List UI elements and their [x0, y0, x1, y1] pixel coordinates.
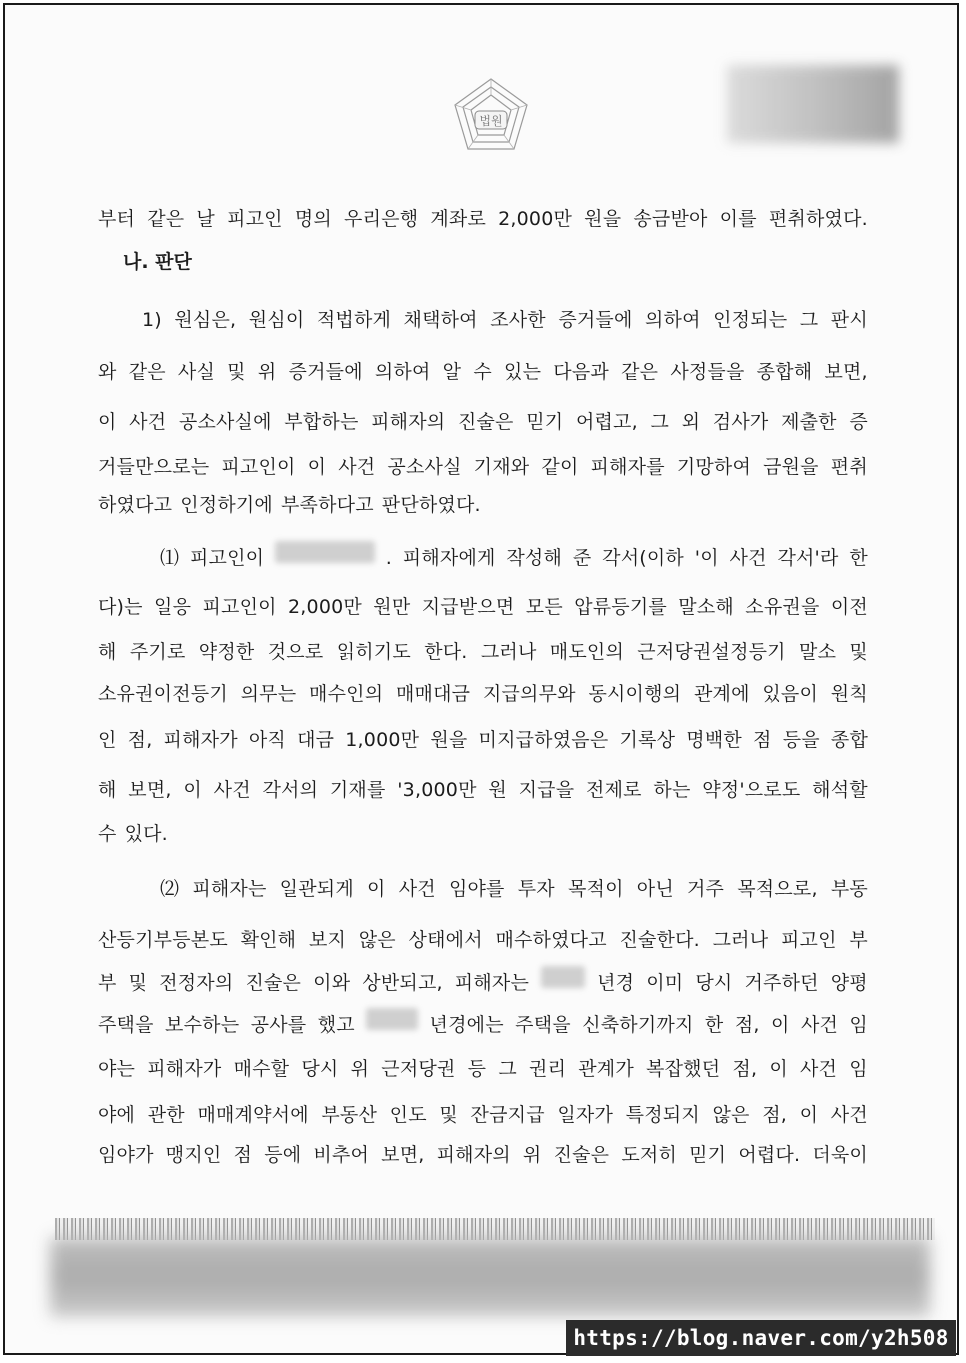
- word: 이전: [830, 596, 868, 618]
- word: 종합: [830, 729, 868, 751]
- word: 일응: [154, 596, 192, 618]
- word: 하였다고: [98, 494, 173, 516]
- document-page: [5, 5, 957, 1353]
- word: 수: [473, 361, 492, 383]
- word: 전정자의: [159, 972, 234, 994]
- word: 약정'으로도: [702, 779, 801, 801]
- word: 이: [771, 1014, 790, 1036]
- word: 피해자는: [192, 878, 267, 900]
- word: 같은: [147, 208, 185, 230]
- word: 점,: [127, 729, 153, 751]
- word: '이: [694, 547, 719, 569]
- word: 부합하는: [284, 411, 359, 433]
- text-line: [98, 355, 868, 389]
- word: 소유권이전등기: [98, 683, 228, 705]
- word: 보면,: [381, 1144, 425, 1166]
- word: .: [385, 547, 393, 569]
- word: 각서(이하: [602, 547, 684, 569]
- word: 매매대금: [395, 683, 471, 705]
- word: 믿기: [689, 1144, 727, 1166]
- word: 거주하던: [744, 972, 819, 994]
- word: 주택을: [515, 1014, 571, 1036]
- word: 임야가: [98, 1144, 154, 1166]
- text-line: [98, 1138, 868, 1172]
- word: 확인해: [240, 929, 297, 951]
- word: 같이: [541, 456, 579, 478]
- word: 기재를: [329, 779, 386, 801]
- word: 송금받아: [633, 208, 708, 230]
- word: 거들만으로는: [98, 456, 210, 478]
- word: 믿기: [526, 411, 564, 433]
- word: 하는: [653, 779, 691, 801]
- word: 지급받으면: [421, 596, 515, 618]
- word: 기재와: [473, 456, 530, 478]
- word: 점: [233, 1144, 253, 1166]
- word: 종합해: [756, 361, 813, 383]
- word: 2,000만: [288, 596, 362, 618]
- word: 명의: [294, 208, 332, 230]
- text-line: [98, 1052, 868, 1086]
- word: 일자가: [557, 1104, 614, 1126]
- word: 야는: [98, 1058, 136, 1080]
- word: 인정하기에: [180, 494, 273, 516]
- word: ⑴: [160, 547, 180, 569]
- word: 그: [650, 411, 670, 433]
- word: 원: [488, 779, 507, 801]
- word: 점,: [734, 1014, 760, 1036]
- word: 사건: [213, 779, 251, 801]
- word: 있다.: [124, 823, 168, 845]
- word: 않은: [712, 1104, 750, 1126]
- word: 편취하였다.: [768, 208, 868, 230]
- word: 점,: [762, 1104, 787, 1126]
- word: 산등기부등본도: [98, 929, 228, 951]
- text-line: [98, 635, 868, 669]
- word: 부동: [830, 878, 868, 900]
- word: 금원을: [763, 456, 819, 478]
- word: 보면,: [128, 779, 172, 801]
- word: 의무는: [240, 683, 297, 705]
- word: 이와: [313, 972, 351, 994]
- word: 년경: [597, 972, 635, 994]
- word: 비추어: [313, 1144, 370, 1166]
- text-line: [98, 1008, 868, 1042]
- section-heading: 나. 판단: [123, 251, 192, 273]
- word: 도저히: [621, 1144, 678, 1166]
- word: 명백한: [686, 729, 742, 751]
- text-line: [98, 677, 868, 711]
- word: 위: [522, 1144, 542, 1166]
- word: 한다.: [424, 641, 468, 663]
- word: 보지: [308, 929, 347, 951]
- text-line: [98, 541, 868, 575]
- text-line: [98, 303, 868, 337]
- word: 야에: [98, 1104, 136, 1126]
- word: 일관되게: [279, 878, 354, 900]
- word: 사정들을: [670, 361, 745, 383]
- word: 작성해: [506, 547, 563, 569]
- word: 알: [442, 361, 462, 383]
- text-line: [98, 450, 868, 484]
- word: 피고인이: [189, 547, 265, 569]
- word: 검사가: [712, 411, 769, 433]
- word: 사건: [729, 547, 767, 569]
- word: 거주: [687, 878, 725, 900]
- word: 관계가: [578, 1058, 634, 1080]
- document-frame: [3, 3, 959, 1355]
- word: 피고인: [780, 929, 837, 951]
- word: 양평: [830, 972, 868, 994]
- word: 원을: [584, 208, 622, 230]
- word: 계좌로: [430, 208, 487, 230]
- word: 근저당권: [381, 1058, 456, 1080]
- word: 있음이: [762, 683, 819, 705]
- text-line: [98, 817, 868, 851]
- word: 대금: [297, 729, 335, 751]
- word: 등에: [264, 1144, 302, 1166]
- word: 진술은: [245, 972, 302, 994]
- text-line: [98, 405, 868, 439]
- word: 기망하여: [676, 456, 752, 478]
- word: 적법하게: [316, 309, 392, 331]
- word: 증: [849, 411, 868, 433]
- court-seal-icon: [450, 75, 532, 161]
- word: 이미: [646, 972, 684, 994]
- word: 투자: [517, 878, 555, 900]
- word: 사건: [830, 1104, 868, 1126]
- word: 원을: [430, 729, 468, 751]
- word: 사건: [800, 1058, 838, 1080]
- word: 전제로: [586, 779, 642, 801]
- text-line: [98, 723, 868, 757]
- word: 특정되지: [625, 1104, 700, 1126]
- word: 권리: [529, 1058, 567, 1080]
- word: 임: [849, 1014, 868, 1036]
- word: 임: [849, 1058, 868, 1080]
- word: 판시: [830, 309, 868, 331]
- word: 관계에: [693, 683, 750, 705]
- redacted-text: [541, 966, 585, 988]
- word: 판단하였다.: [381, 494, 481, 516]
- word: 아닌: [636, 878, 674, 900]
- text-line: [98, 590, 868, 624]
- word: 매수하였다고: [495, 929, 607, 951]
- word: 이: [769, 1058, 788, 1080]
- word: 상태에서: [408, 929, 483, 951]
- word: 상반되고,: [362, 972, 443, 994]
- word: 피고인: [227, 208, 283, 230]
- word: 증거들에: [558, 309, 633, 331]
- word: 부족하다고: [281, 494, 374, 516]
- word: 점: [753, 729, 772, 751]
- word: 및: [227, 361, 246, 383]
- word: 임야를: [448, 878, 505, 900]
- word: 1): [142, 309, 162, 331]
- word: 소유권을: [745, 596, 820, 618]
- word: 어렵고,: [575, 411, 638, 433]
- word: 피해자가: [147, 1058, 222, 1080]
- word: 원만: [373, 596, 411, 618]
- word: 1,000만: [345, 729, 420, 751]
- word: 사건: [398, 878, 436, 900]
- word: 했고: [317, 1014, 355, 1036]
- redacted-footer: [50, 1237, 930, 1317]
- word: 편취: [830, 456, 868, 478]
- redacted-stamp: [727, 65, 899, 143]
- word: 그러나: [480, 641, 537, 663]
- text-line: [98, 872, 868, 906]
- word: 원심이: [248, 309, 305, 331]
- word: 매매계약서에: [197, 1104, 309, 1126]
- text-line: [98, 202, 868, 236]
- word: 같은: [621, 361, 659, 383]
- word: 피고인이: [202, 596, 277, 618]
- word: ⑵: [160, 878, 180, 900]
- word: 한: [849, 547, 868, 569]
- word: 원칙: [830, 683, 868, 705]
- word: 진술은: [457, 411, 514, 433]
- word: 다)는: [98, 596, 143, 618]
- word: 각서'라: [777, 547, 839, 569]
- word: 피해자는: [454, 972, 529, 994]
- word: 위: [350, 1058, 370, 1080]
- word: 아직: [248, 729, 286, 751]
- word: 및: [128, 972, 148, 994]
- word: 근저당권설정등기: [637, 641, 786, 663]
- word: 공사를: [250, 1014, 307, 1036]
- word: 약정한: [198, 641, 255, 663]
- word: 한: [704, 1014, 724, 1036]
- word: 부: [98, 972, 117, 994]
- word: 말소해: [678, 596, 734, 618]
- word: 보수하는: [165, 1014, 240, 1036]
- word: 잔금지급: [470, 1104, 545, 1126]
- word: 매수인의: [309, 683, 384, 705]
- word: 와: [98, 361, 117, 383]
- text-line: [98, 1098, 868, 1132]
- word: 해: [98, 641, 117, 663]
- word: 위: [257, 361, 277, 383]
- word: 부터: [98, 208, 136, 230]
- word: 사건: [800, 1014, 839, 1036]
- word: 채택하여: [403, 309, 478, 331]
- redacted-text: [366, 1008, 418, 1030]
- word: 공소사실: [387, 456, 462, 478]
- word: 지급을: [518, 779, 575, 801]
- word: 피해자에게: [402, 547, 496, 569]
- word: 관한: [147, 1104, 185, 1126]
- word: 인도: [389, 1104, 427, 1126]
- word: 지급의무와: [482, 683, 576, 705]
- word: 피해자가: [163, 729, 238, 751]
- word: 그: [498, 1058, 517, 1080]
- word: 같은: [128, 361, 166, 383]
- word: 동시이행의: [588, 683, 682, 705]
- word: 해: [98, 779, 117, 801]
- word: 및: [439, 1104, 458, 1126]
- word: 해석할: [812, 779, 868, 801]
- word: 미지급하였음은: [478, 729, 609, 751]
- word: 이: [183, 779, 202, 801]
- word: 원심은,: [174, 309, 237, 331]
- word: 당시: [301, 1058, 339, 1080]
- word: 어렵다.: [738, 1144, 801, 1166]
- word: 우리은행: [344, 208, 419, 230]
- word: 각서의: [262, 779, 319, 801]
- word: 인: [98, 729, 117, 751]
- word: 이: [799, 1104, 819, 1126]
- word: 부동산: [321, 1104, 378, 1126]
- word: 년경에는: [429, 1014, 504, 1036]
- word: 피해자의: [371, 411, 446, 433]
- word: 말소: [799, 641, 837, 663]
- word: 의하여: [374, 361, 431, 383]
- redacted-text: [275, 541, 375, 563]
- word: 부: [849, 929, 868, 951]
- word: 진술은: [553, 1144, 610, 1166]
- word: 다음과: [553, 361, 609, 383]
- word: 그러나: [712, 929, 769, 951]
- word: 준: [572, 547, 592, 569]
- word: 기록상: [619, 729, 676, 751]
- word: 인정되는: [713, 309, 788, 331]
- word: 피고인이: [221, 456, 296, 478]
- word: 피해자의: [436, 1144, 511, 1166]
- word: 진술한다.: [619, 929, 700, 951]
- word: 그: [799, 309, 819, 331]
- word: 의하여: [644, 309, 701, 331]
- word: 날: [196, 208, 215, 230]
- word: 더욱이: [812, 1144, 868, 1166]
- word: 이: [307, 456, 327, 478]
- word: 사실: [177, 361, 216, 383]
- blog-watermark: https://blog.naver.com/y2h508: [566, 1320, 956, 1356]
- word: 사건: [129, 411, 167, 433]
- word: 있는: [504, 361, 542, 383]
- word: 피해자를: [590, 456, 665, 478]
- word: 매수할: [233, 1058, 290, 1080]
- text-line: [98, 966, 868, 1000]
- word: 맹지인: [165, 1144, 222, 1166]
- word: 목적으로,: [737, 878, 818, 900]
- word: 조사한: [490, 309, 546, 331]
- word: 읽히기도: [336, 641, 411, 663]
- word: 2,000만: [498, 208, 573, 230]
- word: 수: [98, 823, 117, 845]
- text-line: [98, 923, 868, 957]
- word: 등: [467, 1058, 487, 1080]
- word: 매도인의: [549, 641, 625, 663]
- word: 주택을: [98, 1014, 154, 1036]
- text-line: [98, 773, 868, 807]
- word: 보면,: [824, 361, 868, 383]
- word: 사건: [338, 456, 376, 478]
- word: 모든: [525, 596, 563, 618]
- word: 이: [98, 411, 117, 433]
- word: 점,: [732, 1058, 758, 1080]
- word: 신축하기까지: [582, 1014, 694, 1036]
- word: 외: [681, 411, 701, 433]
- word: 및: [849, 641, 868, 663]
- word: 것으로: [267, 641, 324, 663]
- seal-label: 법원: [479, 114, 503, 128]
- word: 제출한: [781, 411, 837, 433]
- word: '3,000만: [397, 779, 477, 801]
- word: 않은: [358, 929, 396, 951]
- word: 공소사실에: [178, 411, 272, 433]
- word: 목적이: [567, 878, 624, 900]
- word: 주기로: [129, 641, 186, 663]
- word: 증거들에: [288, 361, 363, 383]
- word: 복잡했던: [646, 1058, 721, 1080]
- word: 이: [367, 878, 386, 900]
- word: 압류등기를: [574, 596, 667, 618]
- word: 이를: [719, 208, 757, 230]
- text-line: [98, 488, 868, 522]
- word: 당시: [695, 972, 733, 994]
- word: 등을: [782, 729, 820, 751]
